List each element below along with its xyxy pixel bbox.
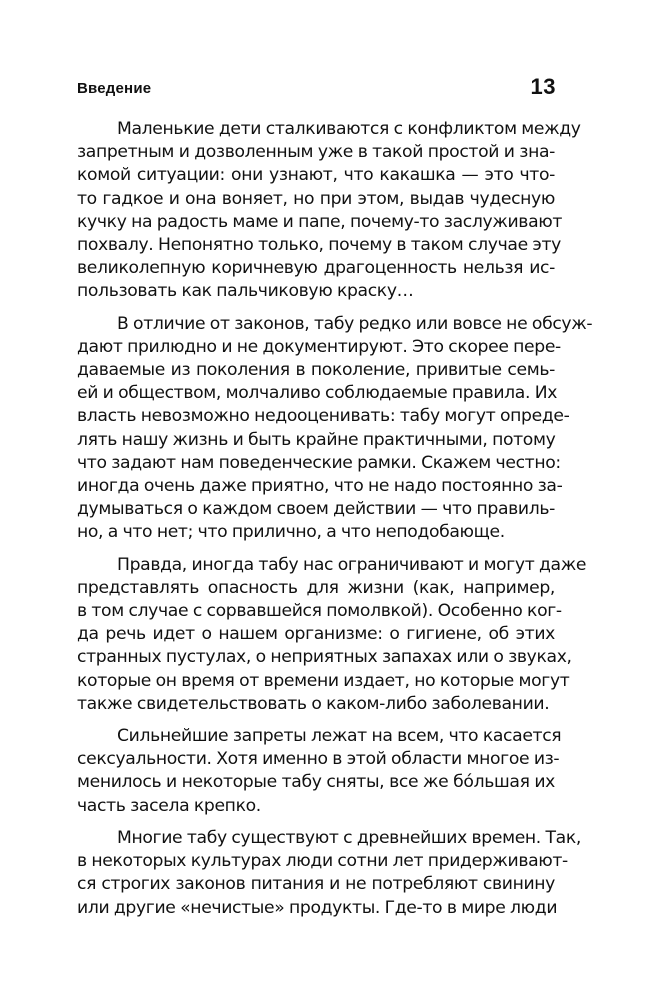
text-line: но, а что нет; что прилично, а что неподобающе. <box>77 522 505 543</box>
text-line: в некоторых культурах люди сотни лет придерживают- <box>77 851 568 872</box>
text-line: в том случае с сорвавшейся помолвкой). Особенно ког- <box>77 601 562 622</box>
text-line: что задают нам поведенческие рамки. Скажем честно: <box>77 452 561 473</box>
text-line: странных пустулах, о неприятных запахах или о звуках, <box>77 647 572 668</box>
text-line: похвалу. Непонятно только, почему в таком случае эту <box>77 235 561 256</box>
text-line: менилось и некоторые табу сняты, все же бóльшая их <box>77 772 555 793</box>
text-line: часть засела крепко. <box>77 795 261 816</box>
text-line: иногда очень даже приятно, что не надо постоянно за- <box>77 476 563 497</box>
text-line: представлять опасность для жизни (как, например, <box>77 577 555 598</box>
text-line: которые он время от времени издает, но которые могут <box>77 670 570 691</box>
text-line: то гадкое и она воняет, но при этом, выдав чудесную <box>77 188 555 209</box>
paragraph <box>77 313 593 545</box>
text-line: ся строгих законов питания и не потребляют свинину <box>77 874 555 895</box>
text-line: Правда, иногда табу нас ограничивают и могут даже <box>117 554 587 575</box>
text-line: также свидетельствовать о каком-либо заболевании. <box>77 693 550 714</box>
text-line: думываться о каждом своем действии — что правиль- <box>77 499 555 520</box>
text-line: да речь идет о нашем организме: о гигиене, об этих <box>77 624 555 645</box>
section-title: Введение <box>77 80 152 97</box>
text-line: Маленькие дети сталкиваются с конфликтом между <box>117 119 581 139</box>
paragraph <box>77 827 582 920</box>
text-line: или другие «нечистые» продукты. Где-то в мире люди <box>77 897 558 918</box>
paragraph <box>77 725 562 818</box>
text-line: сексуальности. Хотя именно в этой области многое из- <box>77 749 560 770</box>
text-line: ей и обществом, молчаливо соблюдаемые правила. Их <box>77 383 558 404</box>
paragraph <box>77 118 581 304</box>
text-line: кучку на радость маме и папе, почему-то заслуживают <box>77 211 563 232</box>
page-header <box>77 74 556 104</box>
paragraph <box>77 554 587 716</box>
text-line: пользовать как пальчиковую краску… <box>77 281 414 302</box>
text-line: великолепную коричневую драгоценность нельзя ис- <box>77 258 555 279</box>
page-number: 13 <box>530 74 556 99</box>
text-line: лять нашу жизнь и быть крайне практичными, потому <box>77 429 556 450</box>
body-text <box>77 118 593 929</box>
text-line: Многие табу существуют с древнейших времен. Так, <box>117 827 582 848</box>
text-line: В отличие от законов, табу редко или вовсе не обсуж- <box>117 313 593 334</box>
text-line: комой ситуации: они узнают, что какашка — это что- <box>77 165 555 186</box>
text-line: даваемые из поколения в поколение, привитые семь- <box>77 360 555 381</box>
text-line: власть невозможно недооценивать: табу могут опреде- <box>77 406 570 427</box>
text-line: дают прилюдно и не документируют. Это скорее пере- <box>77 336 561 357</box>
text-line: Сильнейшие запреты лежат на всем, что касается <box>117 726 562 747</box>
text-line: запретным и дозволенным уже в такой простой и зна- <box>77 142 555 163</box>
